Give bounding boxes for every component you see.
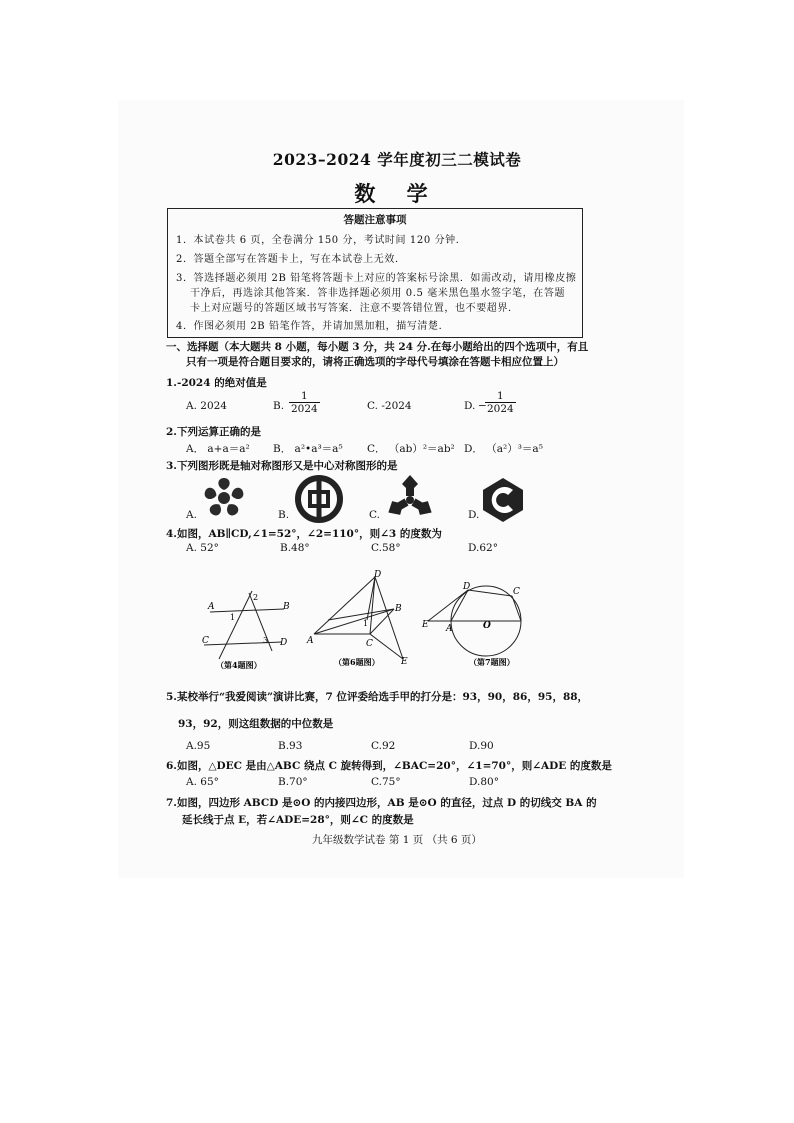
section-heading: 一、选择题（本大题共 8 小题，每小题 3 分，共 24 分.在每小题给出的四个选项中，有且 [166,341,589,353]
q5-option-b: B.93 [278,740,303,752]
fig6-caption: （第6题图） [334,657,380,667]
fig4-caption: （第4题图） [216,660,262,670]
fraction-denominator: 2024 [487,403,514,415]
q1-option-b-fraction [289,390,320,415]
q4-stem: 4.如图，AB∥CD,∠1=52°，∠2=110°，则∠3 的度数为 [166,528,442,540]
fig7-label-C: C [513,587,520,597]
fraction-numerator: 1 [301,390,308,402]
q2-option-c: C． （ab）²＝ab² [367,443,455,455]
q6-option-a: A. 65° [186,776,219,788]
fig6-angle-1: 1 [363,619,369,628]
fig4-label-B: B [283,602,290,612]
q4-option-a: A. 52° [186,542,219,554]
q6-option-b: B.70° [278,776,308,788]
logo-c-icon [383,472,437,524]
notice-heading: 答题注意事项 [343,214,407,226]
logo-b-icon [294,474,344,524]
q3-option-c: C. [369,509,380,521]
notice-item: 1．本试卷共 6 页，全卷满分 150 分，考试时间 120 分钟． [176,235,467,246]
q2-stem: 2.下列运算正确的是 [166,426,261,438]
logo-d-icon [479,476,527,524]
fig6-label-E: E [401,657,408,667]
q5-option-c: C.92 [371,740,396,752]
q5-option-a: A.95 [186,740,211,752]
fig7-label-O: O [483,621,491,631]
fig7-label-D: D [463,582,471,592]
q1-option-c: C. -2024 [367,400,412,412]
q3-stem: 3.下列图形既是轴对称图形又是中心对称图形的是 [166,460,398,472]
fig7-label-A: A [446,624,453,634]
q3-option-a: A. [186,509,197,521]
q5-stem: 5.某校举行“我爱阅读”演讲比赛，7 位评委给选手甲的打分是：93，90，86，95，88， [166,691,589,703]
fig4-label-C: C [202,636,209,646]
q1-option-a: A. 2024 [186,400,227,412]
fig7-caption: （第7题图） [469,657,515,667]
figure-6 [305,568,415,672]
fig7-label-E: E [422,620,429,630]
notice-item: 3．答选择题必须用 2B 铅笔将答题卡上对应的答案标号涂黑．如需改动，请用橡皮擦 [176,273,577,284]
figure-7 [420,577,535,672]
fig6-label-C: C [366,639,373,649]
subject-title: 数 学 [354,181,440,206]
q5-option-d: D.90 [469,740,494,752]
q2-option-a: A． a+a＝a² [186,443,250,455]
notice-box [167,208,583,338]
q2-option-d: D． （a²）³＝a⁵ [464,443,543,455]
q1-option-b-label: B. [273,400,285,412]
q1-stem: 1.-2024 的绝对值是 [166,377,267,389]
q6-option-c: C.75° [371,776,401,788]
fraction-denominator: 2024 [291,403,318,415]
fig4-angle-1: 1 [230,613,236,622]
q1-option-d-label: D. [464,400,476,412]
page-footer: 九年级数学试卷 第 1 页 （共 6 页） [312,834,482,846]
notice-item: 卡上对应题号的答题区域书写答案．注意不要答错位置，也不要超界． [190,303,519,314]
q2-option-b: B． a²•a³＝a⁵ [273,443,343,455]
q5-stem-cont: 93，92，则这组数据的中位数是 [178,718,334,730]
fig4-label-D: D [280,638,288,648]
q6-option-d: D.80° [469,776,499,788]
fig6-label-B: B [395,604,402,614]
logo-a-icon [200,474,248,522]
notice-item: 2．答题全部写在答题卡上，写在本试卷上无效． [176,254,406,265]
fig4-angle-3: 3 [263,636,269,645]
fig6-label-A: A [307,636,314,646]
fig6-label-D: D [374,570,382,580]
q6-stem: 6.如图，△DEC 是由△ABC 绕点 C 旋转得到，∠BAC=20°，∠1=70°，则∠ADE 的度数是 [166,760,612,772]
section-heading-cont: 只有一项是符合题目要求的，请将正确选项的字母代号填涂在答题卡相应位置上） [186,356,564,368]
fig4-angle-2: 2 [253,593,259,602]
notice-item: 4．作图必须用 2B 铅笔作答，并请加黑加粗，描写清楚． [176,321,450,332]
exam-title: 2023–2024 学年度初三二模试卷 [272,150,522,169]
q4-option-c: C.58° [371,542,401,554]
fraction-numerator: 1 [497,390,504,402]
q1-option-d-fraction [485,390,516,415]
fig4-label-A: A [208,602,215,612]
q4-option-d: D.62° [468,542,498,554]
q7-stem-cont: 延长线于点 E，若∠ADE=28°，则∠C 的度数是 [182,814,414,826]
figure-4 [198,585,298,675]
notice-item: 干净后，再选涂其他答案．答非选择题必须用 0.5 毫米黑色墨水签字笔，在答题 [190,288,566,299]
q7-stem: 7.如图，四边形 ABCD 是⊙O 的内接四边形，AB 是⊙O 的直径，过点 D 的切线交 BA 的 [166,797,597,809]
q3-option-b: B. [278,509,290,521]
q4-option-b: B.48° [280,542,310,554]
q1-option-d-sign: − [478,400,487,412]
q3-option-d: D. [468,509,480,521]
